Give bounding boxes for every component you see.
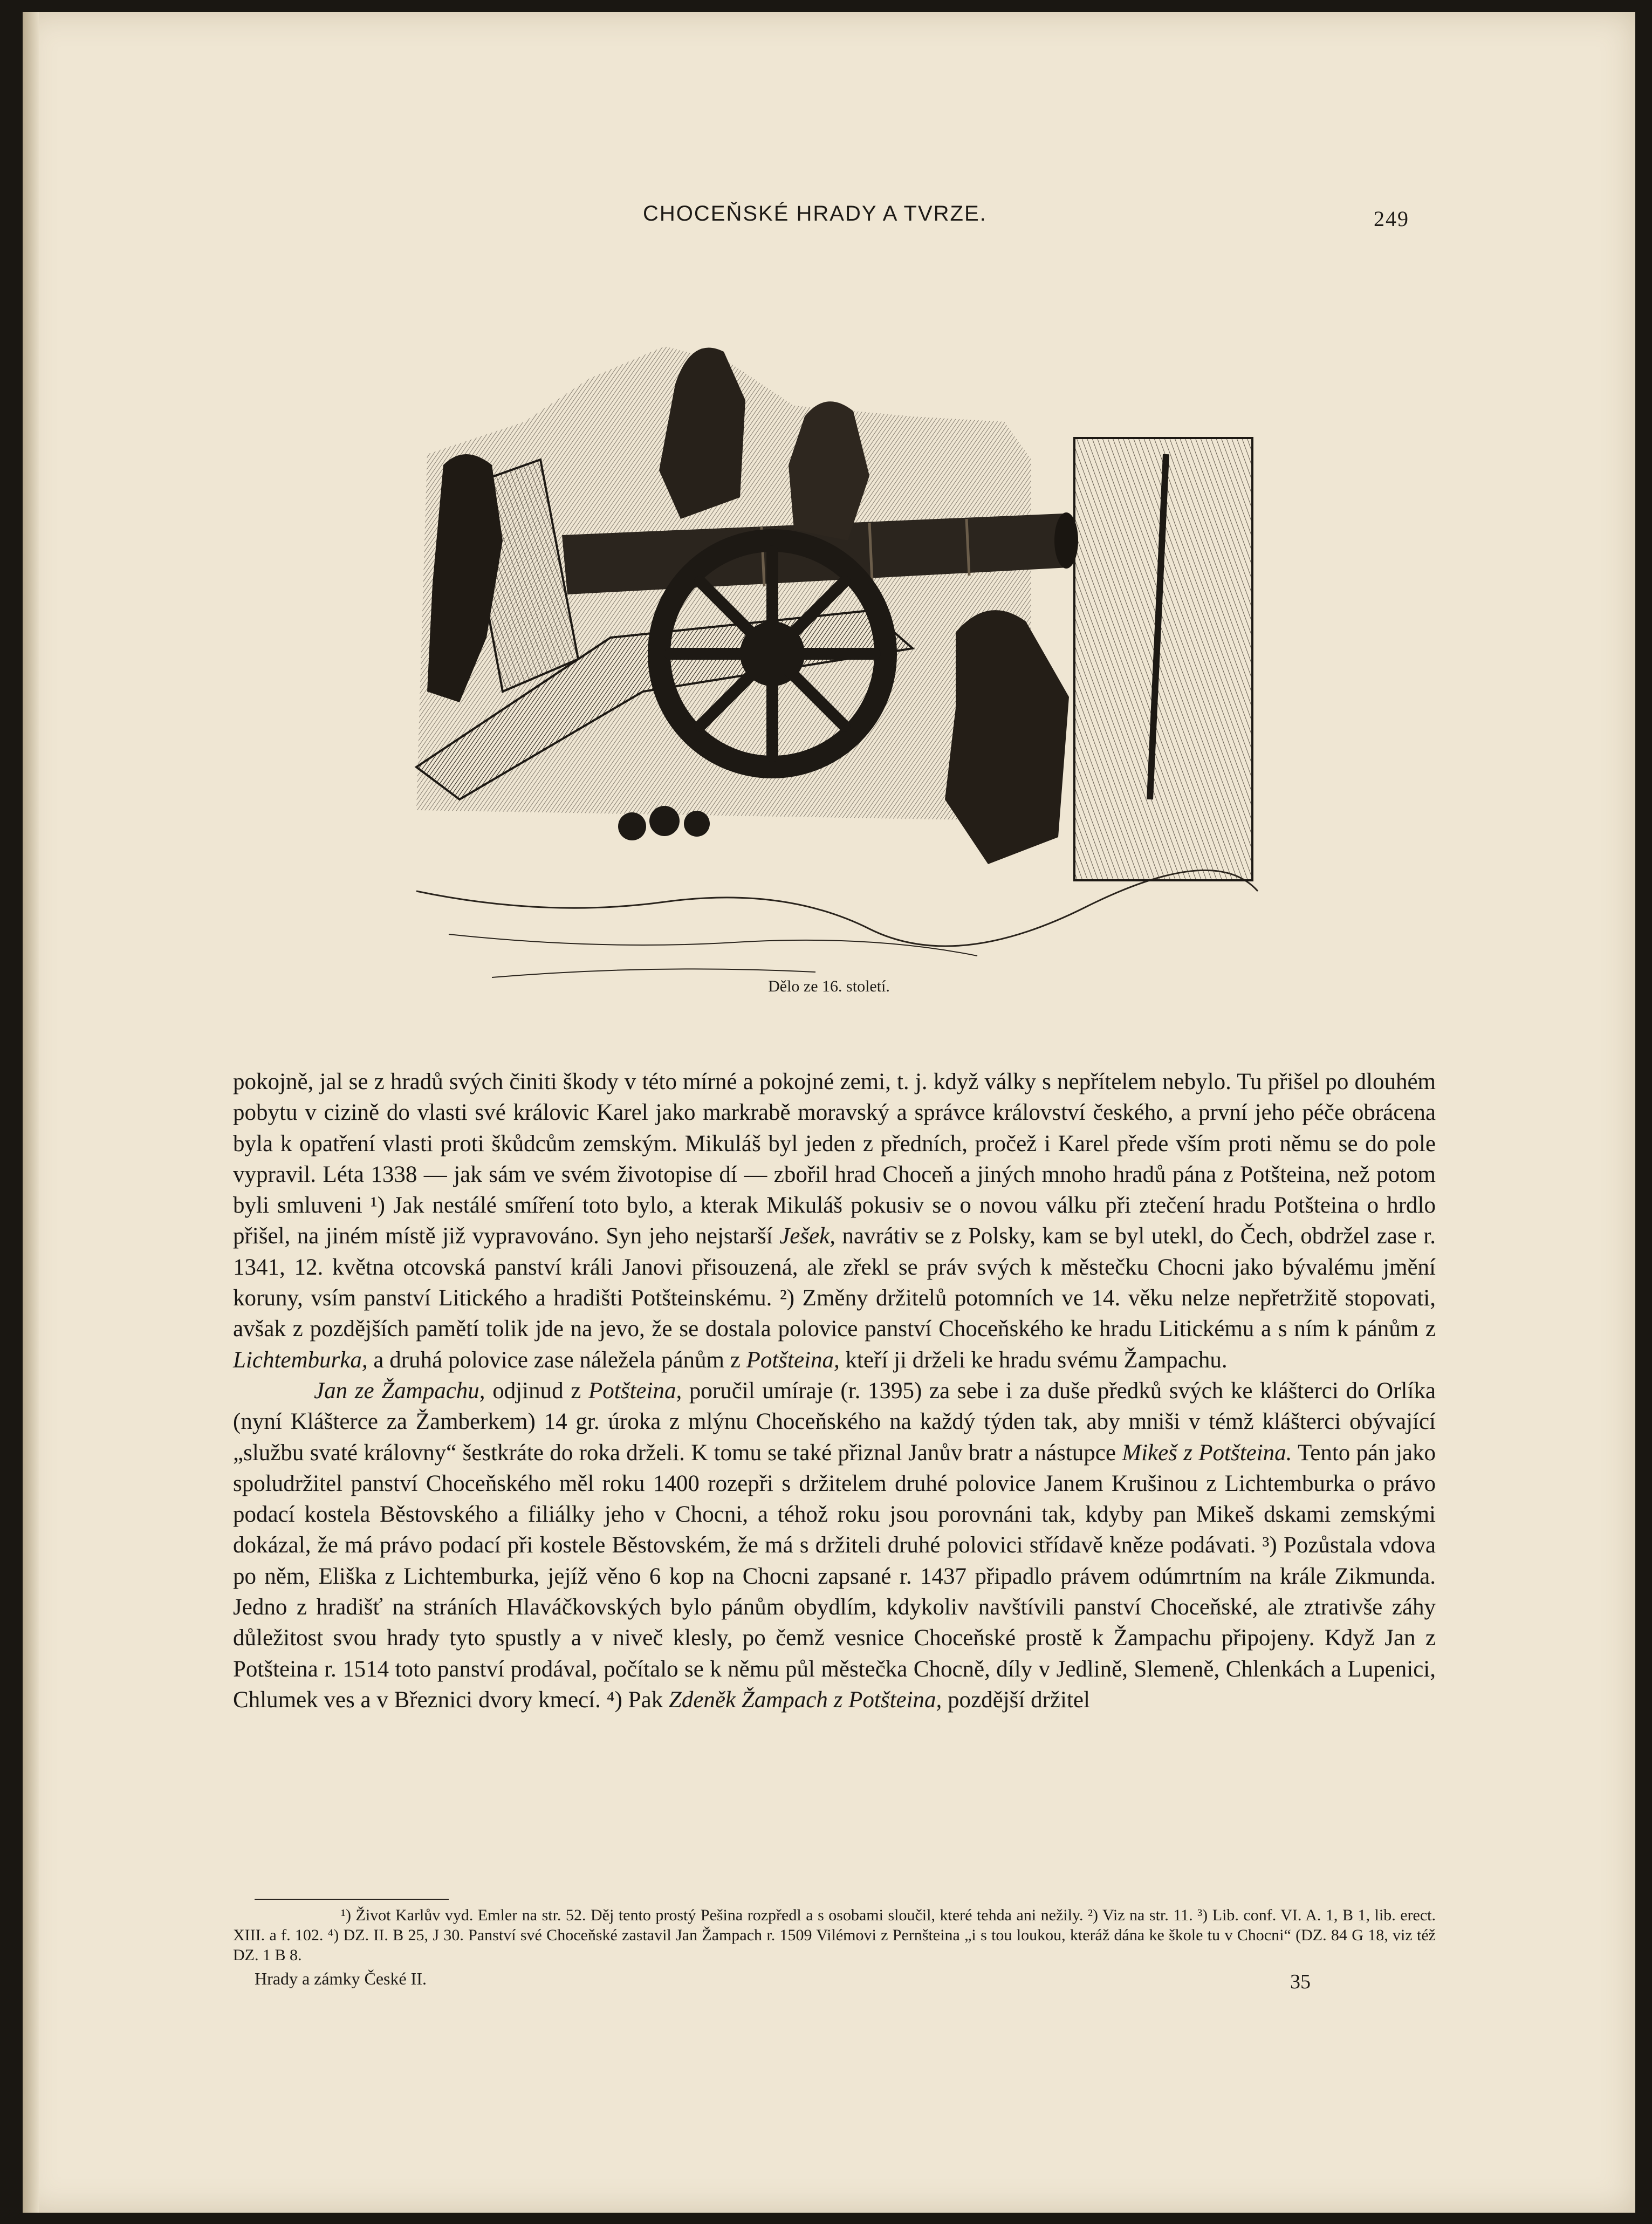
figure-caption: Dělo ze 16. století. <box>768 977 890 995</box>
book-page <box>23 12 1635 2213</box>
footnote-text: ¹) Život Karlův vyd. Emler na str. 52. Děj tento prostý Pešina rozpředl a s osobami sloučil, které tehda ani nežily. ²) Viz na str. 11. ³) Lib. conf. VI. A. 1, B 1, lib. erect. XIII. a f. 102. ⁴) DZ. II. B 25, J 30. Panství své Choceňské zastavil Jan Žampach r. 1509 Vilémovi z Pernšteina „i s tou loukou, kteráž dána ke škole tu v Chocni“ (DZ. 84 G 18, viz též DZ. 1 B 8. <box>233 1906 1436 1964</box>
cannon-engraving-illustration <box>384 282 1301 983</box>
body-text <box>233 1066 1436 1715</box>
sheet-number: 35 <box>1290 1970 1311 1993</box>
signature-line: Hrady a zámky České II. <box>255 1969 427 1988</box>
footnotes <box>233 1905 1436 1965</box>
cannon-engraving-icon <box>384 282 1301 983</box>
paragraph-2: Jan ze Žampachu, odjinud z Potšteina, poručil umíraje (r. 1395) za sebe i za duše předků svých ke klášterci do Orlíka (nyní Klášterce za Žamberkem) 14 gr. úroka z mlýnu Choceňského na každý týden tak, aby mniši v témž klášterci obývající „službu svaté královny“ šestkráte do roka drželi. K tomu se také přiznal Janův bratr a nástupce Mikeš z Potšteina. Tento pán jako spoludržitel panství Choceňského měl roku 1400 rozepři s držitelem druhé polovice Janem Krušinou z Lichtemburka o právo podací kostela Běstovského a filiálky jeho v Chocni, a téhož roku jsou porovnáni tak, kdyby pan Mikeš dskami zemskými dokázal, že má právo podací při kostele Běstovském, že má s držiteli druhé polovici střídavě kněze podávati. ³) Pozůstala vdova po něm, Eliška z Lichtemburka, jejíž věno 6 kop na Chocni zapsané r. 1437 připadlo právem odúmrtním na krále Zikmunda. Jedno z hradišť na stráních Hlaváčkovských bylo pánům obydlím, kdykoliv navštívili panství Choceňské, ale ztrativše záhy důležitost svou hrady tyto spustly a v niveč klesly, po čemž vesnice Choceňské prostě k Žampachu připojeny. Když Jan z Potšteina r. 1514 toto panství prodával, počítalo se k němu půl městečka Chocně, díly v Jedlině, Slemeně, Chlenkách a Lupenici, Chlumek ves a v Březnici dvory kmecí. ⁴) Pak Zdeněk Žampach z Potšteina, pozdější držitel <box>233 1378 1436 1713</box>
footnote-rule <box>255 1899 449 1900</box>
page-number: 249 <box>1374 207 1409 231</box>
page-gutter <box>23 12 39 2213</box>
running-title: CHOCEŇSKÉ HRADY A TVRZE. <box>643 202 987 225</box>
paragraph-1: pokojně, jal se z hradů svých činiti škody v této mírné a pokojné zemi, t. j. když války s nepřítelem nebylo. Tu přišel po dlouhém pobytu v cizině do vlasti své královic Karel jako markrabě moravský a správce království českého, a první jeho péče obrácena byla k opatření vlasti proti škůdcům zemským. Mikuláš byl jeden z předních, pročež i Karel přede vším proti němu se do pole vypravil. Léta 1338 — jak sám ve svém životopise dí — zbořil hrad Choceň a jiných mnoho hradů pána z Potšteina, než potom byli smluveni ¹) Jak nestálé smíření toto bylo, a kterak Mikuláš pokusiv se o novou válku při ztečení hradu Potšteina o hrdlo přišel, na jiném místě již vypravováno. Syn jeho nejstarší Ješek, navrátiv se z Polsky, kam se byl utekl, do Čech, obdržel zase r. 1341, 12. května otcovská panství králi Janovi přisouzená, ale zřekl se práv svých k městečku Chocni jako bývalému jmění koruny, vsím panství Litického a hradišti Potšteinskému. ²) Změny držitelů potomních ve 14. věku nelze nepřetržitě stopovati, avšak z pozdějších pamětí tolik jde na jevo, že se dostala polovice panství Choceňského ke hradu Litickému a s ním k pánům z Lichtemburka, a druhá polovice zase náležela pánům z Potšteina, kteří ji drželi ke hradu svému Žampachu. <box>233 1069 1436 1373</box>
